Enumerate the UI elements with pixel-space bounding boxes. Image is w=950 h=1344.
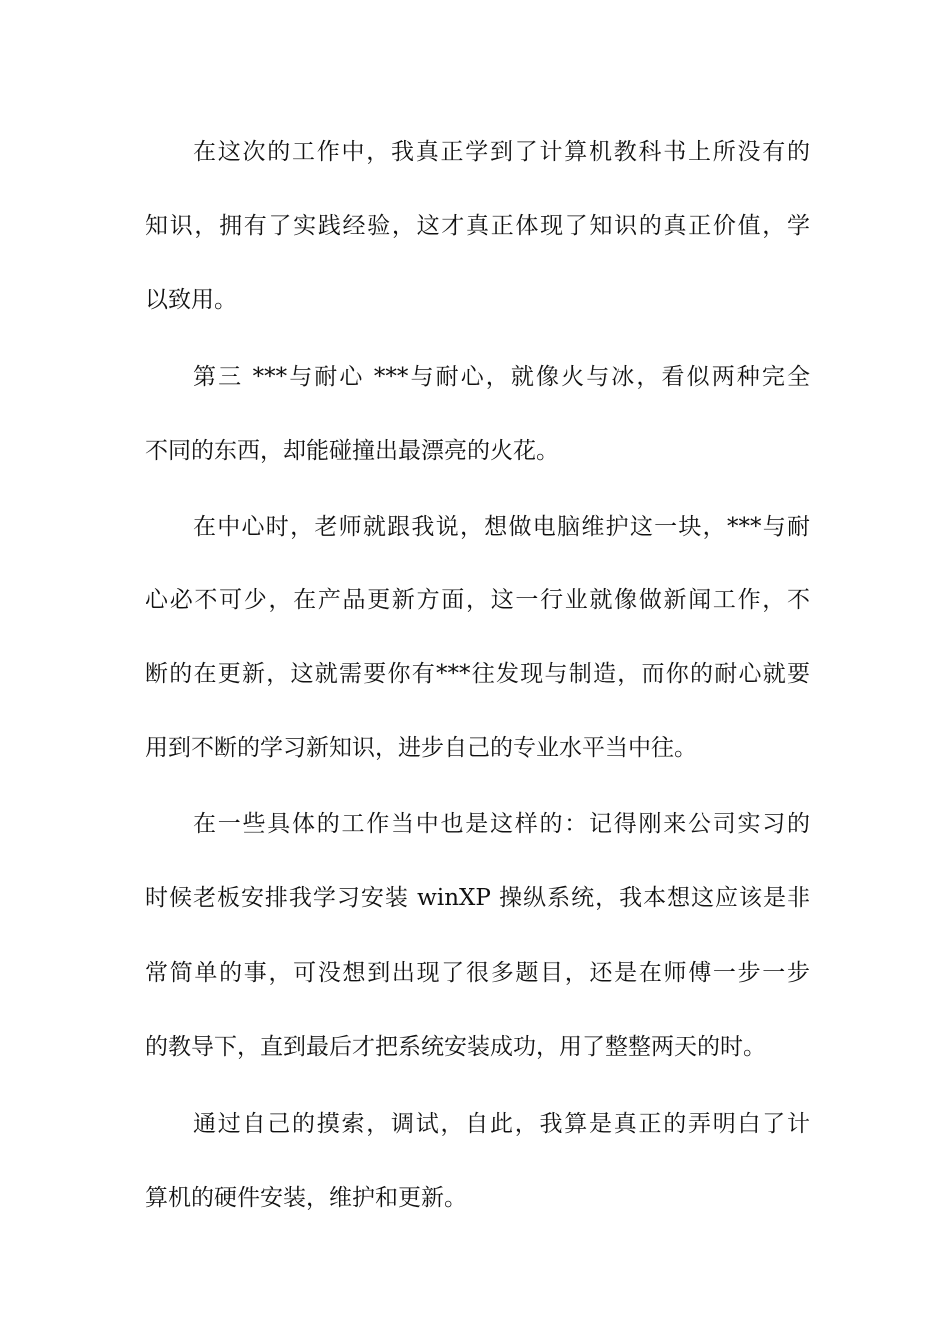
paragraph-line: 第三 ***与耐心 ***与耐心，就像火与冰，看似两种完全 <box>193 364 810 390</box>
paragraph-line: 断的在更新，这就需要你有***往发现与制造，而你的耐心就要 <box>145 661 810 687</box>
paragraph-line: 在一些具体的工作当中也是这样的：记得刚来公司实习的 <box>193 811 810 837</box>
paragraph-line: 算机的硬件安装，维护和更新。 <box>145 1185 467 1211</box>
paragraph-line: 心必不可少，在产品更新方面，这一行业就像做新闻工作，不 <box>145 587 810 613</box>
paragraph-line: 通过自己的摸索，调试，自此，我算是真正的弄明白了计 <box>193 1111 810 1137</box>
paragraph-line: 的教导下，直到最后才把系统安装成功，用了整整两天的时。 <box>145 1034 766 1060</box>
paragraph-line: 用到不断的学习新知识，进步自己的专业水平当中往。 <box>145 735 697 761</box>
paragraph-line: 不同的东西，却能碰撞出最漂亮的火花。 <box>145 438 559 464</box>
paragraph-line: 知识，拥有了实践经验，这才真正体现了知识的真正价值，学 <box>145 213 810 239</box>
paragraph-line: 以致用。 <box>145 287 237 313</box>
paragraph-line: 在这次的工作中，我真正学到了计算机教科书上所没有的 <box>193 139 810 165</box>
paragraph-line: 时候老板安排我学习安装 winXP 操纵系统，我本想这应该是非 <box>145 885 810 911</box>
paragraph-line: 在中心时，老师就跟我说，想做电脑维护这一块，***与耐 <box>193 514 810 540</box>
paragraph-line: 常简单的事，可没想到出现了很多题目，还是在师傅一步一步 <box>145 960 810 986</box>
